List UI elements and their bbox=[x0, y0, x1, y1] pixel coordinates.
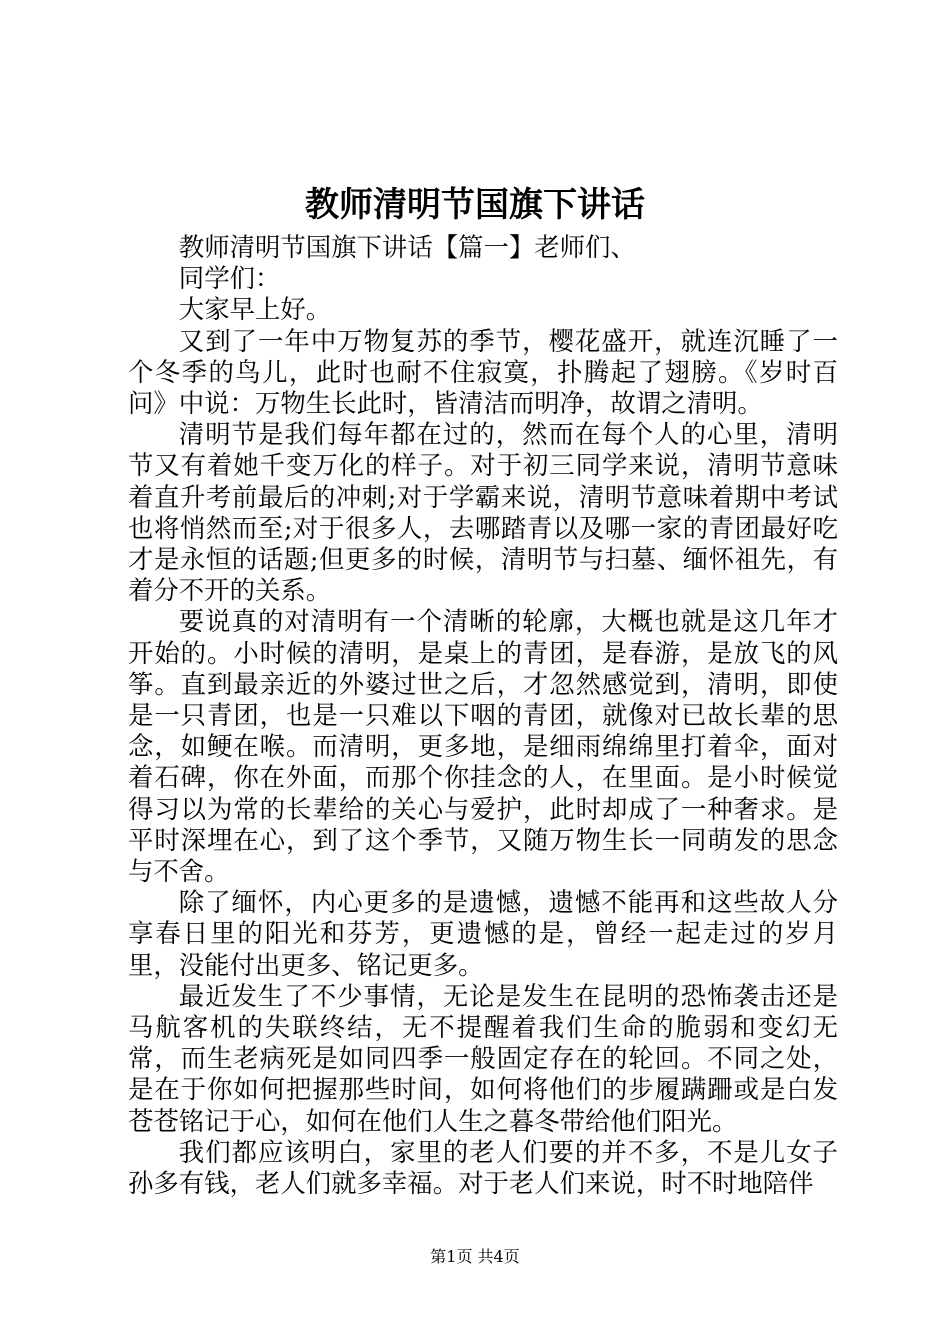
paragraph: 同学们： bbox=[178, 263, 281, 294]
document-title: 教师清明节国旗下讲话 bbox=[305, 185, 645, 225]
paragraph: 清明节是我们每年都在过的，然而在每个人的心里，清明节又有着她千变万化的样子。对于初三同学来说，清明节意味着直升考前最后的冲刺;对于学霸来说，清明节意味着期中考试也将悄然而至;对于很多人，去哪踏青以及哪一家的青团最好吃才是永恒的话题;但更多的时候，清明节与扫墓、缅怀祖先，有着分不开的关系。 bbox=[128, 419, 838, 606]
document-body bbox=[128, 232, 838, 1199]
paragraph: 要说真的对清明有一个清晰的轮廓，大概也就是这几年才开始的。小时候的清明，是桌上的青团，是春游，是放飞的风筝。直到最亲近的外婆过世之后，才忽然感觉到，清明，即使是一只青团，也是一只难以下咽的青团，就像对已故长辈的思念，如鲠在喉。而清明，更多地，是细雨绵绵里打着伞，面对着石碑，你在外面，而那个你挂念的人，在里面。是小时候觉得习以为常的长辈给的关心与爱护，此时却成了一种奢求。是平时深埋在心，到了这个季节，又随万物生长一同萌发的思念与不舍。 bbox=[128, 606, 838, 887]
paragraph: 教师清明节国旗下讲话【篇一】老师们、 bbox=[178, 232, 636, 262]
paragraph: 我们都应该明白，家里的老人们要的并不多，不是儿女子孙多有钱，老人们就多幸福。对于老人们来说，时不时地陪伴 bbox=[128, 1136, 838, 1199]
paragraph: 除了缅怀，内心更多的是遗憾，遗憾不能再和这些故人分享春日里的阳光和芬芳，更遗憾的是，曾经一起走过的岁月里，没能付出更多、铭记更多。 bbox=[128, 887, 838, 980]
paragraph: 又到了一年中万物复苏的季节，樱花盛开，就连沉睡了一个冬季的鸟儿，此时也耐不住寂寞，扑腾起了翅膀。《岁时百问》中说：万物生长此时，皆清洁而明净，故谓之清明。 bbox=[128, 325, 838, 419]
paragraph: 大家早上好。 bbox=[178, 294, 332, 325]
page-number-footer: 第1页 共4页 bbox=[430, 1247, 520, 1266]
paragraph: 最近发生了不少事情，无论是发生在昆明的恐怖袭击还是马航客机的失联终结，无不提醒着我们生命的脆弱和变幻无常，而生老病死是如同四季一般固定存在的轮回。不同之处，是在于你如何把握那些时间，如何将他们的步履蹒跚或是白发苍苍铭记于心，如何在他们人生之暮冬带给他们阳光。 bbox=[128, 980, 838, 1136]
